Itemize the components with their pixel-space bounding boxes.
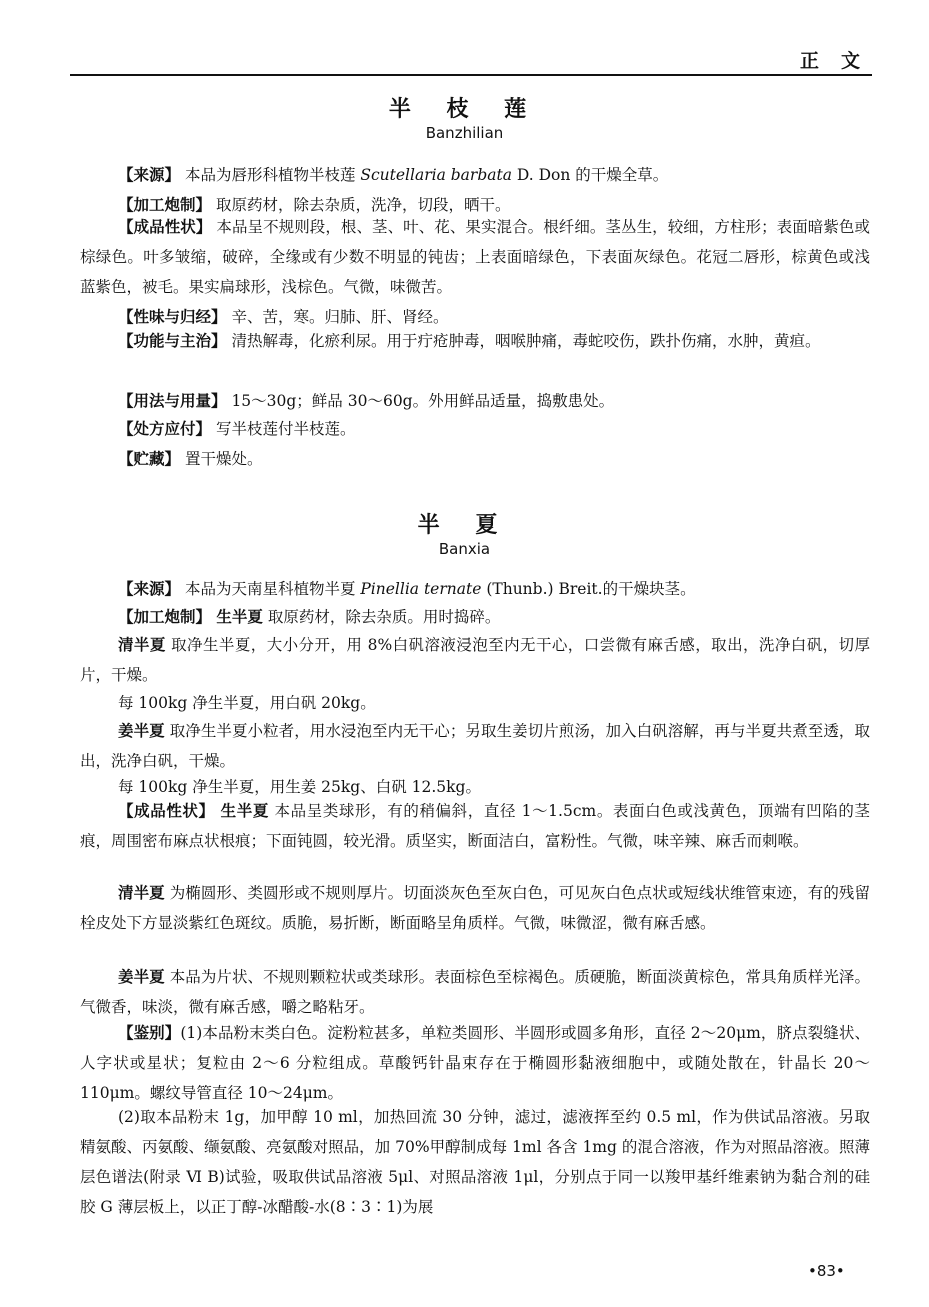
paragraph-source: 【来源】 本品为唇形科植物半枝莲 Scutellaria barbata D. Don 的干燥全草。	[118, 166, 669, 184]
paragraph-jiang-banxia-ratio: 每 100kg 净生半夏，用生姜 25kg、白矾 12.5kg。	[118, 778, 481, 796]
page-number: •83•	[808, 1262, 845, 1280]
paragraph-characteristics: 【成品性状】 生半夏 本品呈类球形，有的稍偏斜，直径 1～1.5cm。表面白色或浅黄色，顶端有凹陷的茎痕，周围密布麻点状根痕；下面钝圆，较光滑。质坚实，断面洁白，富粉性。气微，味辛辣、麻舌而刺喉。	[80, 802, 870, 850]
paragraph-identification-2: (2)取本品粉末 1g，加甲醇 10 ml，加热回流 30 分钟，滤过，滤液挥至约 0.5 ml，作为供试品溶液。另取精氨酸、丙氨酸、缬氨酸、亮氨酸对照品，加 70%甲醇制成每 1ml 各含 1mg 的混合溶液，作为对照品溶液。照薄层色谱法(附录 Ⅵ B)试验，吸取供试品溶液 5μl、对照品溶液 1μl，分别点于同一以羧甲基纤维素钠为黏合剂的硅胶 G 薄层板上，以正丁醇-冰醋酸-水(8∶3∶1)为展	[80, 1108, 870, 1216]
paragraph-identification-1: 【鉴别】(1)本品粉末类白色。淀粉粒甚多，单粒类圆形、半圆形或圆多角形，直径 2～20μm，脐点裂缝状、人字状或星状；复粒由 2～6 分粒组成。草酸钙针晶束存在于椭圆形黏液细胞中，或随处散在，针晶长 20～110μm。螺纹导管直径 10～24μm。	[80, 1024, 870, 1102]
header-rule	[70, 74, 872, 76]
paragraph-characteristics: 【成品性状】 本品呈不规则段，根、茎、叶、花、果实混合。根纤细。茎丛生，较细，方柱形；表面暗紫色或棕绿色。叶多皱缩，破碎，全缘或有少数不明显的钝齿；上表面暗绿色，下表面灰绿色。花冠二唇形，棕黄色或浅蓝紫色，被毛。果实扁球形，浅棕色。气微，味微苦。	[80, 218, 870, 296]
section-title-banzhilian: 半 枝 莲	[388, 96, 541, 122]
paragraph-functions: 【功能与主治】 清热解毒，化瘀利尿。用于疔疮肿毒，咽喉肿痛，毒蛇咬伤，跌扑伤痛，水肿，黄疸。	[118, 332, 821, 350]
section-title-banxia: 半 夏	[417, 512, 512, 538]
paragraph-jiang-banxia-characteristics: 姜半夏 本品为片状、不规则颗粒状或类球形。表面棕色至棕褐色。质硬脆，断面淡黄棕色，常具角质样光泽。气微香，味淡，微有麻舌感，嚼之略粘牙。	[80, 968, 870, 1016]
paragraph-processing: 【加工炮制】 取原药材，除去杂质，洗净，切段，晒干。	[118, 196, 511, 214]
paragraph-nature-meridian: 【性味与归经】 辛、苦，寒。归肺、肝、肾经。	[118, 308, 449, 326]
running-header: 正文	[800, 50, 883, 72]
paragraph-qing-banxia-characteristics: 清半夏 为椭圆形、类圆形或不规则厚片。切面淡灰色至灰白色，可见灰白色点状或短线状维管束迹，有的残留栓皮处下方显淡紫红色斑纹。质脆，易折断，断面略呈角质样。气微，味微涩，微有麻舌感。	[80, 884, 870, 932]
paragraph-source: 【来源】 本品为天南星科植物半夏 Pinellia ternate (Thunb.) Breit.的干燥块茎。	[118, 580, 696, 598]
paragraph-storage: 【贮藏】 置干燥处。	[118, 450, 263, 468]
section-pinyin-banzhilian: Banzhilian	[425, 124, 504, 142]
latin-name: Scutellaria barbata	[360, 166, 512, 184]
paragraph-jiang-banxia-processing: 姜半夏 取净生半夏小粒者，用水浸泡至内无干心；另取生姜切片煎汤，加入白矾溶解，再与半夏共煮至透，取出，洗净白矾，干燥。	[80, 722, 870, 770]
paragraph-heading: 【来源】	[118, 166, 181, 184]
latin-name: Pinellia ternate	[360, 580, 482, 598]
paragraph-dosage: 【用法与用量】 15～30g；鲜品 30～60g。外用鲜品适量，捣敷患处。	[118, 392, 615, 410]
paragraph-qing-banxia-processing: 清半夏 取净生半夏，大小分开，用 8%白矾溶液浸泡至内无干心，口尝微有麻舌感，取出，洗净白矾，切厚片，干燥。	[80, 636, 870, 684]
paragraph-processing: 【加工炮制】 生半夏 取原药材，除去杂质。用时捣碎。	[118, 608, 501, 626]
paragraph-prescription: 【处方应付】 写半枝莲付半枝莲。	[118, 420, 356, 438]
paragraph-qing-banxia-ratio: 每 100kg 净生半夏，用白矾 20kg。	[118, 694, 376, 712]
section-pinyin-banxia: Banxia	[438, 540, 491, 558]
